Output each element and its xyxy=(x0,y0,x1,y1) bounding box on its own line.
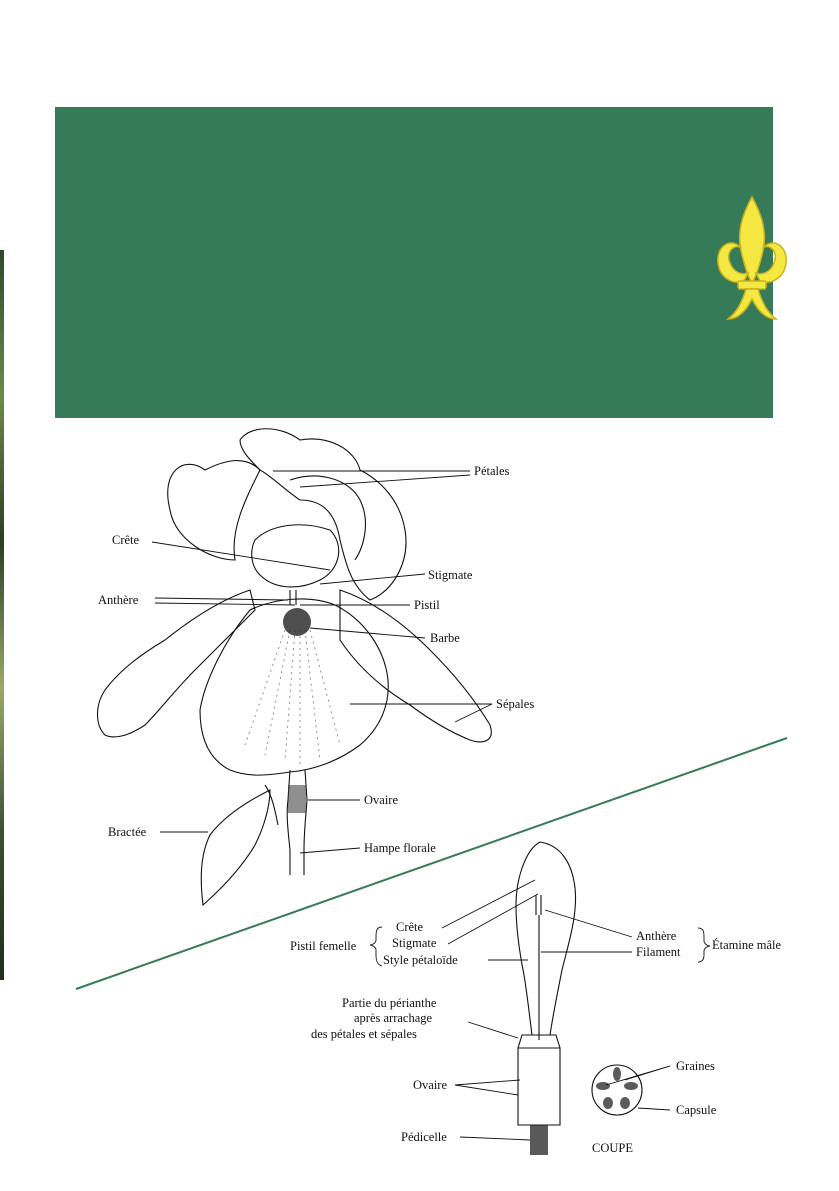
flower-section-illustration xyxy=(516,842,642,1155)
label-ovaire: Ovaire xyxy=(364,793,399,807)
label-coupe: COUPE xyxy=(592,1141,633,1155)
label-section-stigmate: Stigmate xyxy=(392,936,437,950)
iris-flower-illustration xyxy=(98,429,492,905)
label-section-crete: Crête xyxy=(396,920,424,934)
label-petales: Pétales xyxy=(474,464,510,478)
label-perianthe-line1: Partie du périanthe xyxy=(342,996,437,1010)
label-style-petaloide: Style pétaloïde xyxy=(383,953,458,967)
label-barbe: Barbe xyxy=(430,631,460,645)
label-stigmate: Stigmate xyxy=(428,568,473,582)
label-perianthe-line3: des pétales et sépales xyxy=(311,1027,417,1041)
label-pistil-femelle: Pistil femelle xyxy=(290,939,357,953)
label-hampe-florale: Hampe florale xyxy=(364,841,436,855)
label-etamine-male: Étamine mâle xyxy=(712,938,782,952)
label-section-anthere: Anthère xyxy=(636,929,677,943)
label-bractee: Bractée xyxy=(108,825,147,839)
label-pedicelle: Pédicelle xyxy=(401,1130,447,1144)
label-perianthe-line2: après arrachage xyxy=(354,1011,433,1025)
label-crete: Crête xyxy=(112,533,140,547)
label-section-ovaire: Ovaire xyxy=(413,1078,448,1092)
label-filament: Filament xyxy=(636,945,681,959)
label-sepales: Sépales xyxy=(496,697,535,711)
label-capsule: Capsule xyxy=(676,1103,717,1117)
label-graines: Graines xyxy=(676,1059,715,1073)
label-pistil: Pistil xyxy=(414,598,440,612)
label-anthere: Anthère xyxy=(98,593,139,607)
